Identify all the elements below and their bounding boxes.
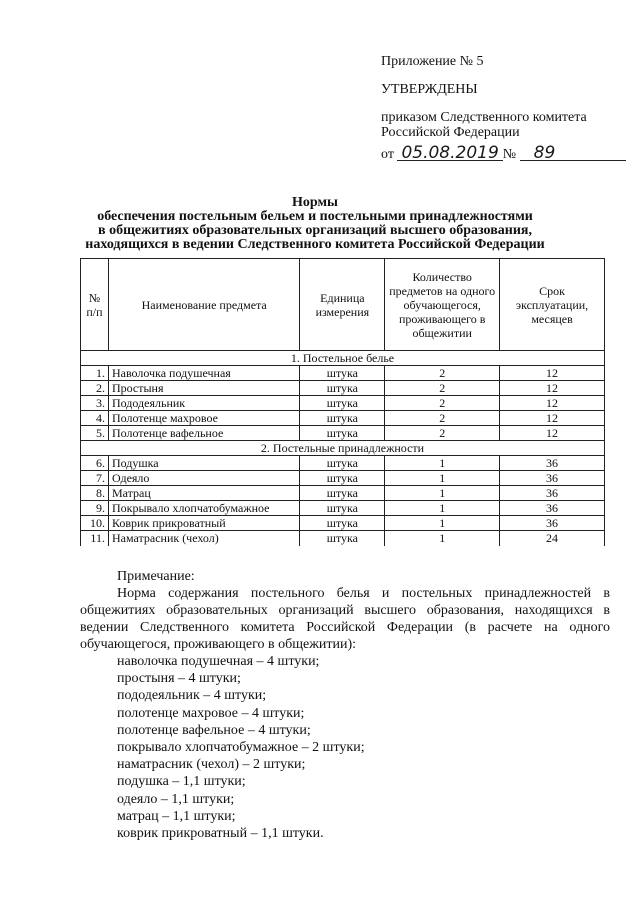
note-block xyxy=(80,568,610,842)
document-title xyxy=(80,196,550,252)
table-row xyxy=(81,426,605,441)
cell-term: 36 xyxy=(500,501,605,516)
cell-qty: 2 xyxy=(385,381,500,396)
list-item: пододеяльник – 4 штуки; xyxy=(117,688,267,704)
date-prefix: от xyxy=(381,147,394,162)
cell-term: 12 xyxy=(500,381,605,396)
cell-num: 8. xyxy=(81,486,109,501)
cell-unit: штука xyxy=(300,516,385,531)
cell-name: Коврик прикроватный xyxy=(108,516,299,531)
section-title: 2. Постельные принадлежности xyxy=(81,441,605,456)
cell-num: 4. xyxy=(81,411,109,426)
cell-num: 6. xyxy=(81,456,109,471)
list-item: матрац – 1,1 штуки; xyxy=(117,808,236,824)
cell-qty: 1 xyxy=(385,501,500,516)
header-name: Наименование предмета xyxy=(108,259,299,351)
cell-qty: 1 xyxy=(385,456,500,471)
cell-name: Подушка xyxy=(108,456,299,471)
list-item: полотенце вафельное – 4 штуки; xyxy=(117,722,311,738)
cell-name: Простыня xyxy=(108,381,299,396)
cell-unit: штука xyxy=(300,366,385,381)
section-title: 1. Постельное белье xyxy=(81,351,605,366)
cell-unit: штука xyxy=(300,471,385,486)
cell-unit: штука xyxy=(300,531,385,546)
cell-qty: 1 xyxy=(385,486,500,501)
approved-label: УТВЕРЖДЕНЫ xyxy=(381,82,478,97)
section-row xyxy=(81,351,605,366)
cell-num: 2. xyxy=(81,381,109,396)
cell-qty: 1 xyxy=(385,516,500,531)
cell-name: Одеяло xyxy=(108,471,299,486)
note-body: Норма содержания постельного белья и постельных принадлежностей в общежитиях образовательных организаций высшего образования, находящихся в ведении Следственного комитета Российской Федерации (в расчете на одного обучающегося, проживающего в общежитии): xyxy=(80,586,610,652)
table-row xyxy=(81,531,605,546)
list-item: наматрасник (чехол) – 2 штуки; xyxy=(117,757,306,773)
cell-term: 36 xyxy=(500,486,605,501)
cell-num: 1. xyxy=(81,366,109,381)
list-item: одеяло – 1,1 штуки; xyxy=(117,791,235,807)
cell-qty: 1 xyxy=(385,531,500,546)
cell-term: 24 xyxy=(500,531,605,546)
cell-term: 12 xyxy=(500,396,605,411)
order-date: 05.08.2019 xyxy=(397,146,502,161)
cell-term: 36 xyxy=(500,471,605,486)
header-num: № п/п xyxy=(81,259,109,351)
cell-term: 12 xyxy=(500,366,605,381)
cell-qty: 2 xyxy=(385,366,500,381)
number-prefix: № xyxy=(502,147,517,162)
cell-name: Полотенце вафельное xyxy=(108,426,299,441)
section-row xyxy=(81,441,605,456)
cell-name: Пододеяльник xyxy=(108,396,299,411)
table-row xyxy=(81,516,605,531)
cell-unit: штука xyxy=(300,426,385,441)
cell-unit: штука xyxy=(300,396,385,411)
cell-num: 3. xyxy=(81,396,109,411)
cell-num: 5. xyxy=(81,426,109,441)
cell-name: Матрац xyxy=(108,486,299,501)
cell-term: 36 xyxy=(500,516,605,531)
header-unit: Единица измерения xyxy=(300,259,385,351)
table-row xyxy=(81,456,605,471)
cell-num: 10. xyxy=(81,516,109,531)
cell-num: 7. xyxy=(81,471,109,486)
cell-name: Покрывало хлопчатобумажное xyxy=(108,501,299,516)
cell-name: Полотенце махровое xyxy=(108,411,299,426)
table-row xyxy=(81,366,605,381)
cell-term: 36 xyxy=(500,456,605,471)
cell-name: Наматрасник (чехол) xyxy=(108,531,299,546)
cell-num: 9. xyxy=(81,501,109,516)
title-line-3: в общежитиях образовательных организаций высшего образования, xyxy=(98,223,532,238)
title-line-2: обеспечения постельным бельем и постельными принадлежностями xyxy=(97,209,533,224)
header-qty: Количество предметов на одного обучающегося, проживающего в общежитии xyxy=(385,259,500,351)
cell-qty: 1 xyxy=(385,471,500,486)
cell-term: 12 xyxy=(500,411,605,426)
table-row xyxy=(81,501,605,516)
list-item: простыня – 4 штуки; xyxy=(117,671,241,687)
list-item: подушка – 1,1 штуки; xyxy=(117,774,246,790)
cell-name: Наволочка подушечная xyxy=(108,366,299,381)
cell-unit: штука xyxy=(300,501,385,516)
table-row xyxy=(81,411,605,426)
title-line-1: Нормы xyxy=(292,195,338,210)
title-line-4: находящихся в ведении Следственного комитета Российской Федерации xyxy=(85,237,545,252)
list-item: коврик прикроватный – 1,1 штуки. xyxy=(117,826,324,842)
appendix-number: Приложение № 5 xyxy=(381,54,484,69)
order-number: 89 xyxy=(520,146,626,161)
note-title: Примечание: xyxy=(117,569,195,584)
table-row xyxy=(81,396,605,411)
cell-unit: штука xyxy=(300,411,385,426)
cell-qty: 2 xyxy=(385,396,500,411)
cell-unit: штука xyxy=(300,381,385,396)
note-items xyxy=(80,653,610,842)
order-line-1: приказом Следственного комитета xyxy=(381,110,587,125)
list-item: наволочка подушечная – 4 штуки; xyxy=(117,654,320,669)
cell-num: 11. xyxy=(81,531,109,546)
header-term: Срок эксплуатации, месяцев xyxy=(500,259,605,351)
table-row xyxy=(81,381,605,396)
cell-term: 12 xyxy=(500,426,605,441)
order-date-number xyxy=(381,143,611,163)
list-item: полотенце махровое – 4 штуки; xyxy=(117,705,305,721)
cell-qty: 2 xyxy=(385,426,500,441)
cell-qty: 2 xyxy=(385,411,500,426)
cell-unit: штука xyxy=(300,456,385,471)
table-row xyxy=(81,471,605,486)
table-header-row xyxy=(81,259,605,351)
order-line-2: Российской Федерации xyxy=(381,125,520,140)
list-item: покрывало хлопчатобумажное – 2 штуки; xyxy=(117,740,365,756)
norms-table xyxy=(80,258,605,546)
cell-unit: штука xyxy=(300,486,385,501)
table-row xyxy=(81,486,605,501)
order-reference xyxy=(381,110,621,140)
